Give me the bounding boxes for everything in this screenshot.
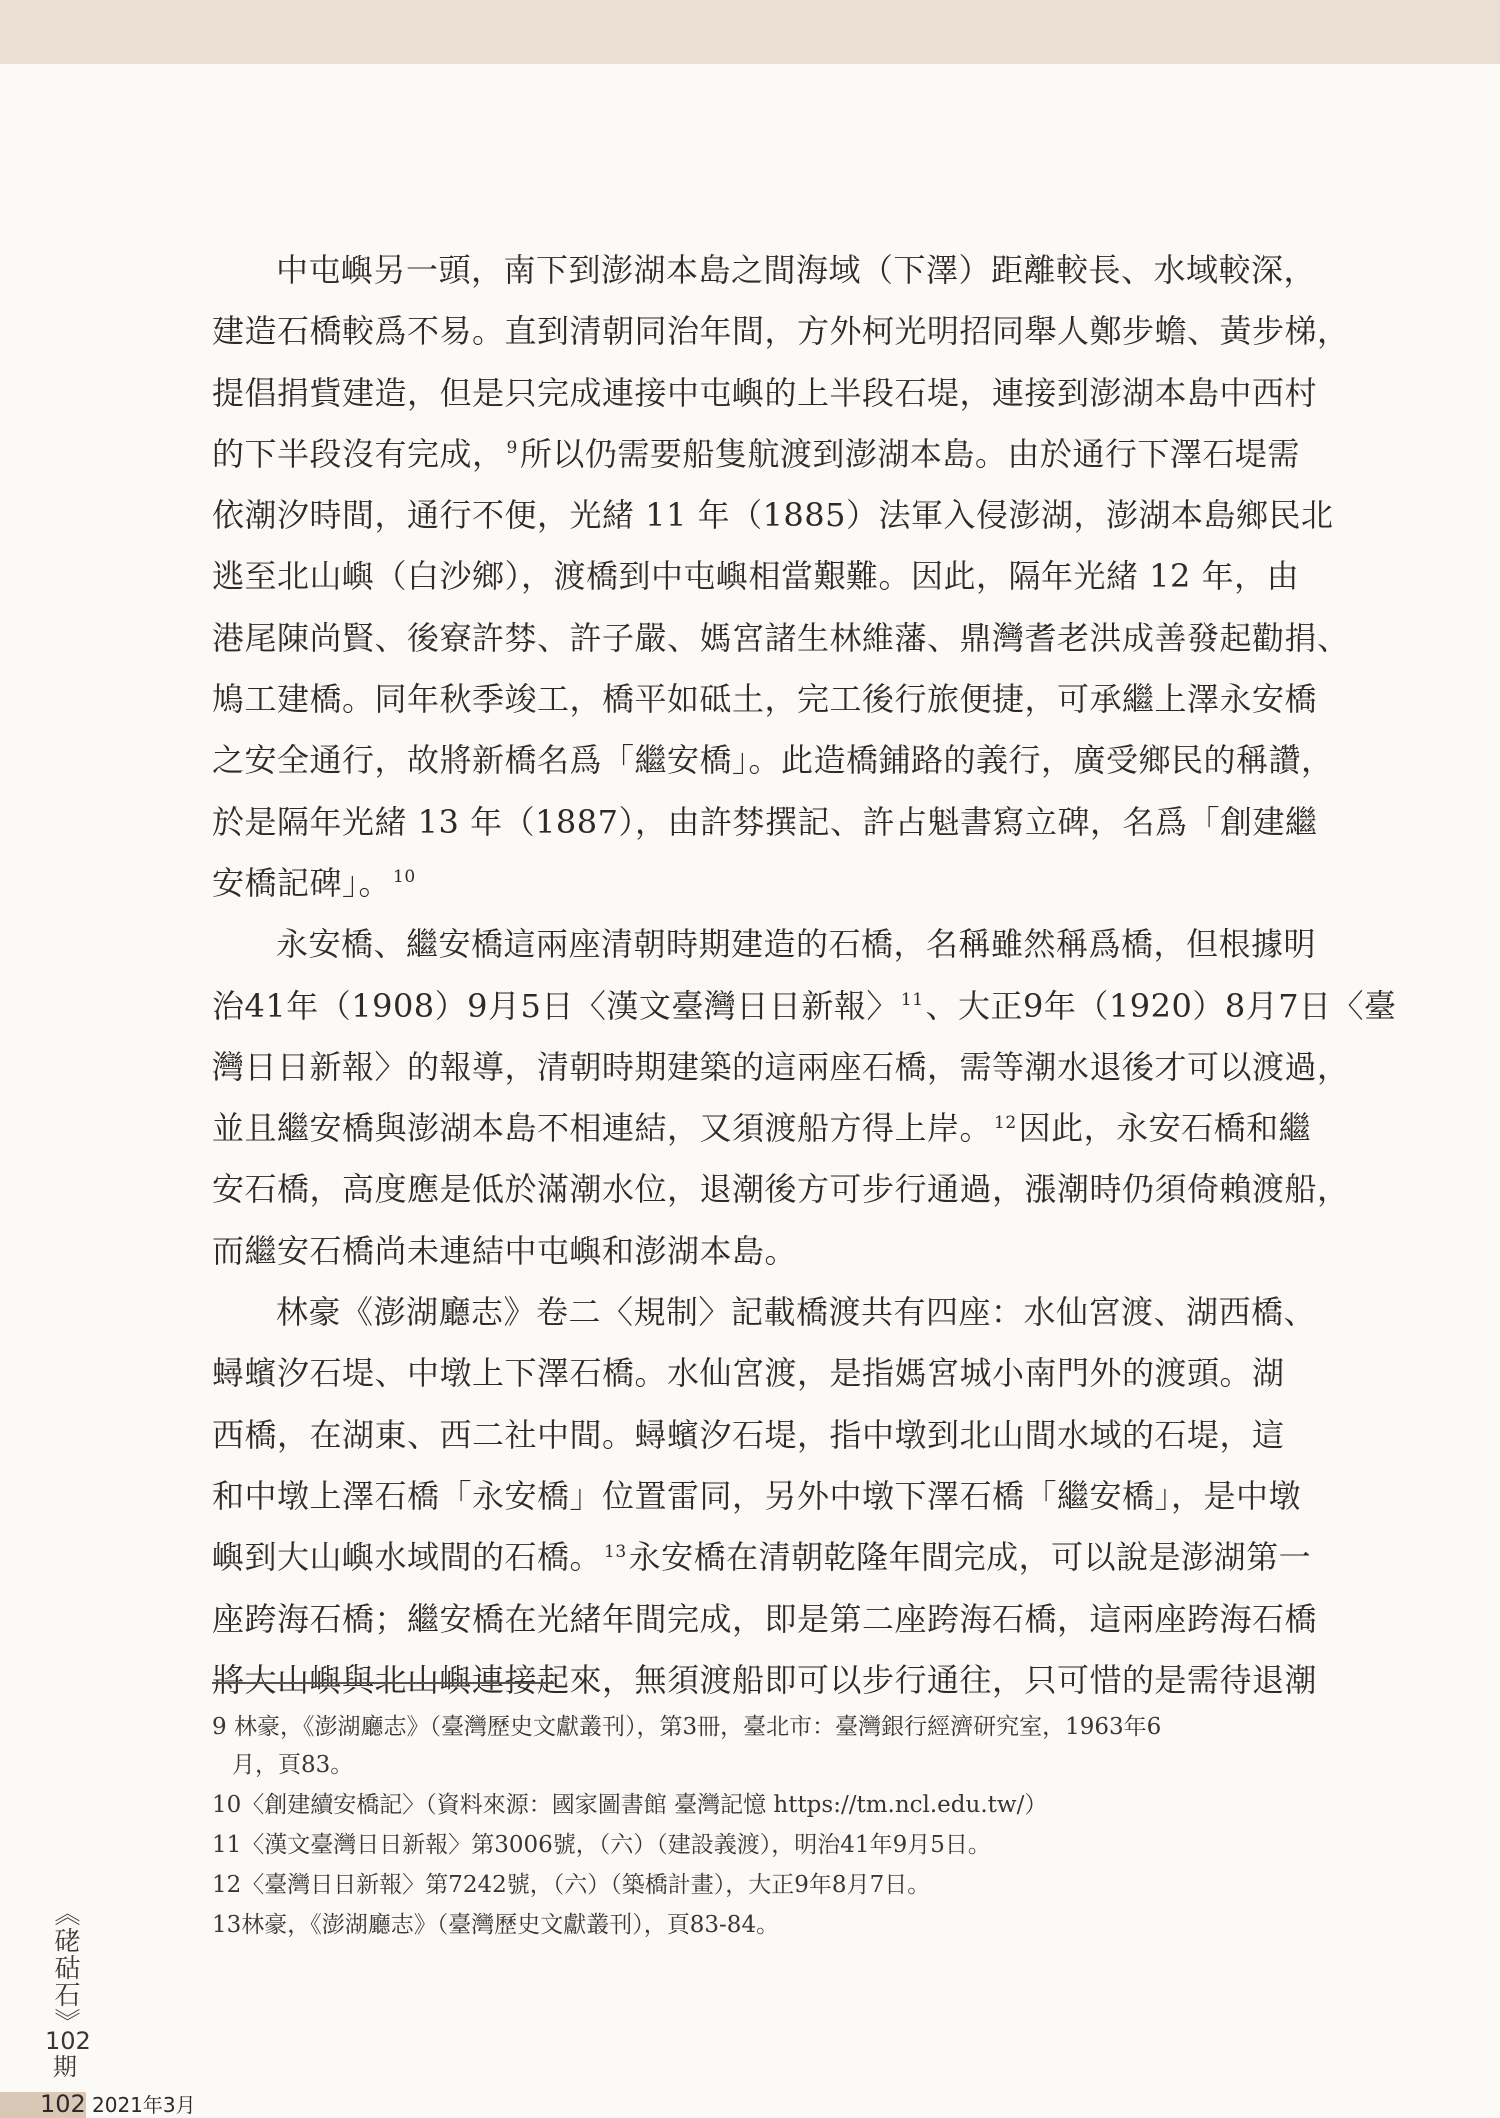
text-line: 中屯嶼另一頭，南下到澎湖本島之間海域（下澤）距離較長、水域較深， <box>276 251 1317 289</box>
text-line: 依潮汐時間，通行不便，光緒 11 年（1885）法軍入侵澎湖，澎湖本島鄉民北 <box>212 496 1334 535</box>
footnote-ref-11[interactable]: 11 <box>900 989 924 1010</box>
text-line: 鳩工建橋。同年秋季竣工，橋平如砥土，完工後行旅便捷，可承繼上澤永安橋 <box>212 680 1318 719</box>
issue-date: 2021年3月 <box>92 2093 196 2117</box>
top-decorative-band <box>0 0 1500 64</box>
text-line: 於是隔年光緒 13 年（1887），由許棼撰記、許占魁書寫立碑，名爲「創建繼 <box>212 802 1318 841</box>
issue-number: 102 <box>45 2027 91 2055</box>
text-segment: 永安橋在清朝乾隆年間完成，可以說是澎湖第一 <box>628 1538 1312 1577</box>
footnotes <box>212 1708 1332 1944</box>
text-segment: 、大正9年（1920）8月7日〈臺 <box>925 986 1397 1025</box>
paragraph-3 <box>212 1282 1332 1711</box>
text-line: 港尾陳尚賢、後寮許棼、許子嚴、媽宮諸生林維藩、鼎灣耆老洪成善發起勸捐、 <box>212 618 1350 657</box>
text-line <box>212 976 1397 1037</box>
text-line <box>212 1098 1332 1159</box>
footnote-12: 12〈臺灣日日新報〉第7242號，（六）（築橋計畫），大正9年8月7日。 <box>212 1872 931 1898</box>
text-line <box>212 853 1332 914</box>
text-segment: 治41年（1908）9月5日〈漢文臺灣日日新報〉 <box>212 986 899 1025</box>
article-body <box>212 240 1397 1711</box>
issue-unit: 期 <box>53 2053 77 2081</box>
text-line: 建造石橋較爲不易。直到清朝同治年間，方外柯光明招同舉人鄭步蟾、黃步梯， <box>212 312 1350 351</box>
text-line: 灣日日新報〉的報導，清朝時期建築的這兩座石橋，需等潮水退後才可以渡過， <box>212 1047 1350 1086</box>
text-line: 林豪《澎湖廳志》卷二〈規制〉記載橋渡共有四座：水仙宮渡、湖西橋、 <box>276 1293 1317 1332</box>
footnote-9-continued: 月，頁83。 <box>232 1752 354 1778</box>
text-line: 座跨海石橋；繼安橋在光緒年間完成，即是第二座跨海石橋，這兩座跨海石橋 <box>212 1599 1318 1638</box>
footnote-ref-13[interactable]: 13 <box>604 1541 627 1562</box>
footnote-9: 9 林豪，《澎湖廳志》（臺灣歷史文獻叢刊），第3冊，臺北市：臺灣銀行經濟研究室，1963年6 <box>212 1714 1162 1740</box>
text-segment: 因此，永安石橋和繼 <box>1018 1109 1312 1148</box>
paragraph-2 <box>212 914 1397 1282</box>
footnote-11: 11〈漢文臺灣日日新報〉第3006號，（六）（建設義渡），明治41年9月5日。 <box>212 1832 991 1858</box>
page-number: 102 <box>40 2090 86 2118</box>
text-line <box>212 424 1332 485</box>
footnote-ref-9[interactable]: 9 <box>506 438 518 459</box>
text-line: 而繼安石橋尚未連結中屯嶼和澎湖本島。 <box>212 1231 798 1270</box>
text-line: 蟳蠙汐石堤、中墩上下澤石橋。水仙宮渡，是指媽宮城小南門外的渡頭。湖 <box>212 1354 1285 1393</box>
footnote-13: 13林豪，《澎湖廳志》（臺灣歷史文獻叢刊），頁83-84。 <box>212 1912 780 1938</box>
footnote-10: 10〈創建續安橋記〉（資料來源：國家圖書館 臺灣記憶 https://tm.ncl.edu.tw/） <box>212 1792 1048 1818</box>
text-segment: 所以仍需要船隻航渡到澎湖本島。由於通行下澤石堤需 <box>519 434 1300 473</box>
text-line: 安石橋，高度應是低於滿潮水位，退潮後方可步行通過，漲潮時仍須倚賴渡船， <box>212 1170 1350 1209</box>
text-segment: 並且繼安橋與澎湖本島不相連結，又須渡船方得上岸。 <box>212 1109 993 1148</box>
paragraph-1 <box>212 240 1350 914</box>
footnote-ref-10[interactable]: 10 <box>393 867 416 888</box>
text-line: 將大山嶼與北山嶼連接起來，無須渡船即可以步行通往，只可惜的是需待退潮 <box>212 1660 1318 1699</box>
text-line <box>212 1527 1332 1588</box>
footnote-divider <box>212 1682 554 1684</box>
text-segment: 的下半段沒有完成， <box>212 434 505 473</box>
text-line: 提倡捐貲建造，但是只完成連接中屯嶼的上半段石堤，連接到澎湖本島中西村 <box>212 373 1318 412</box>
text-line: 西橋，在湖東、西二社中間。蟳蠙汐石堤，指中墩到北山間水域的石堤，這 <box>212 1415 1285 1454</box>
footnote-ref-12[interactable]: 12 <box>994 1112 1017 1133</box>
text-line: 之安全通行，故將新橋名爲「繼安橋」。此造橋鋪路的義行，廣受鄉民的稱讚， <box>212 741 1334 780</box>
issue-label <box>45 2027 91 2081</box>
text-segment: 安橋記碑」。 <box>212 863 392 902</box>
text-segment: 嶼到大山嶼水域間的石橋。 <box>212 1538 603 1577</box>
text-line: 逃至北山嶼（白沙鄉），渡橋到中屯嶼相當艱難。因此，隔年光緒 12 年，由 <box>212 557 1300 596</box>
text-line: 和中墩上澤石橋「永安橋」位置雷同，另外中墩下澤石橋「繼安橋」，是中墩 <box>212 1476 1302 1515</box>
text-line: 永安橋、繼安橋這兩座清朝時期建造的石橋，名稱雖然稱爲橋，但根據明 <box>276 925 1317 964</box>
magazine-title: 《硓𥑮石》 <box>50 1900 80 2035</box>
